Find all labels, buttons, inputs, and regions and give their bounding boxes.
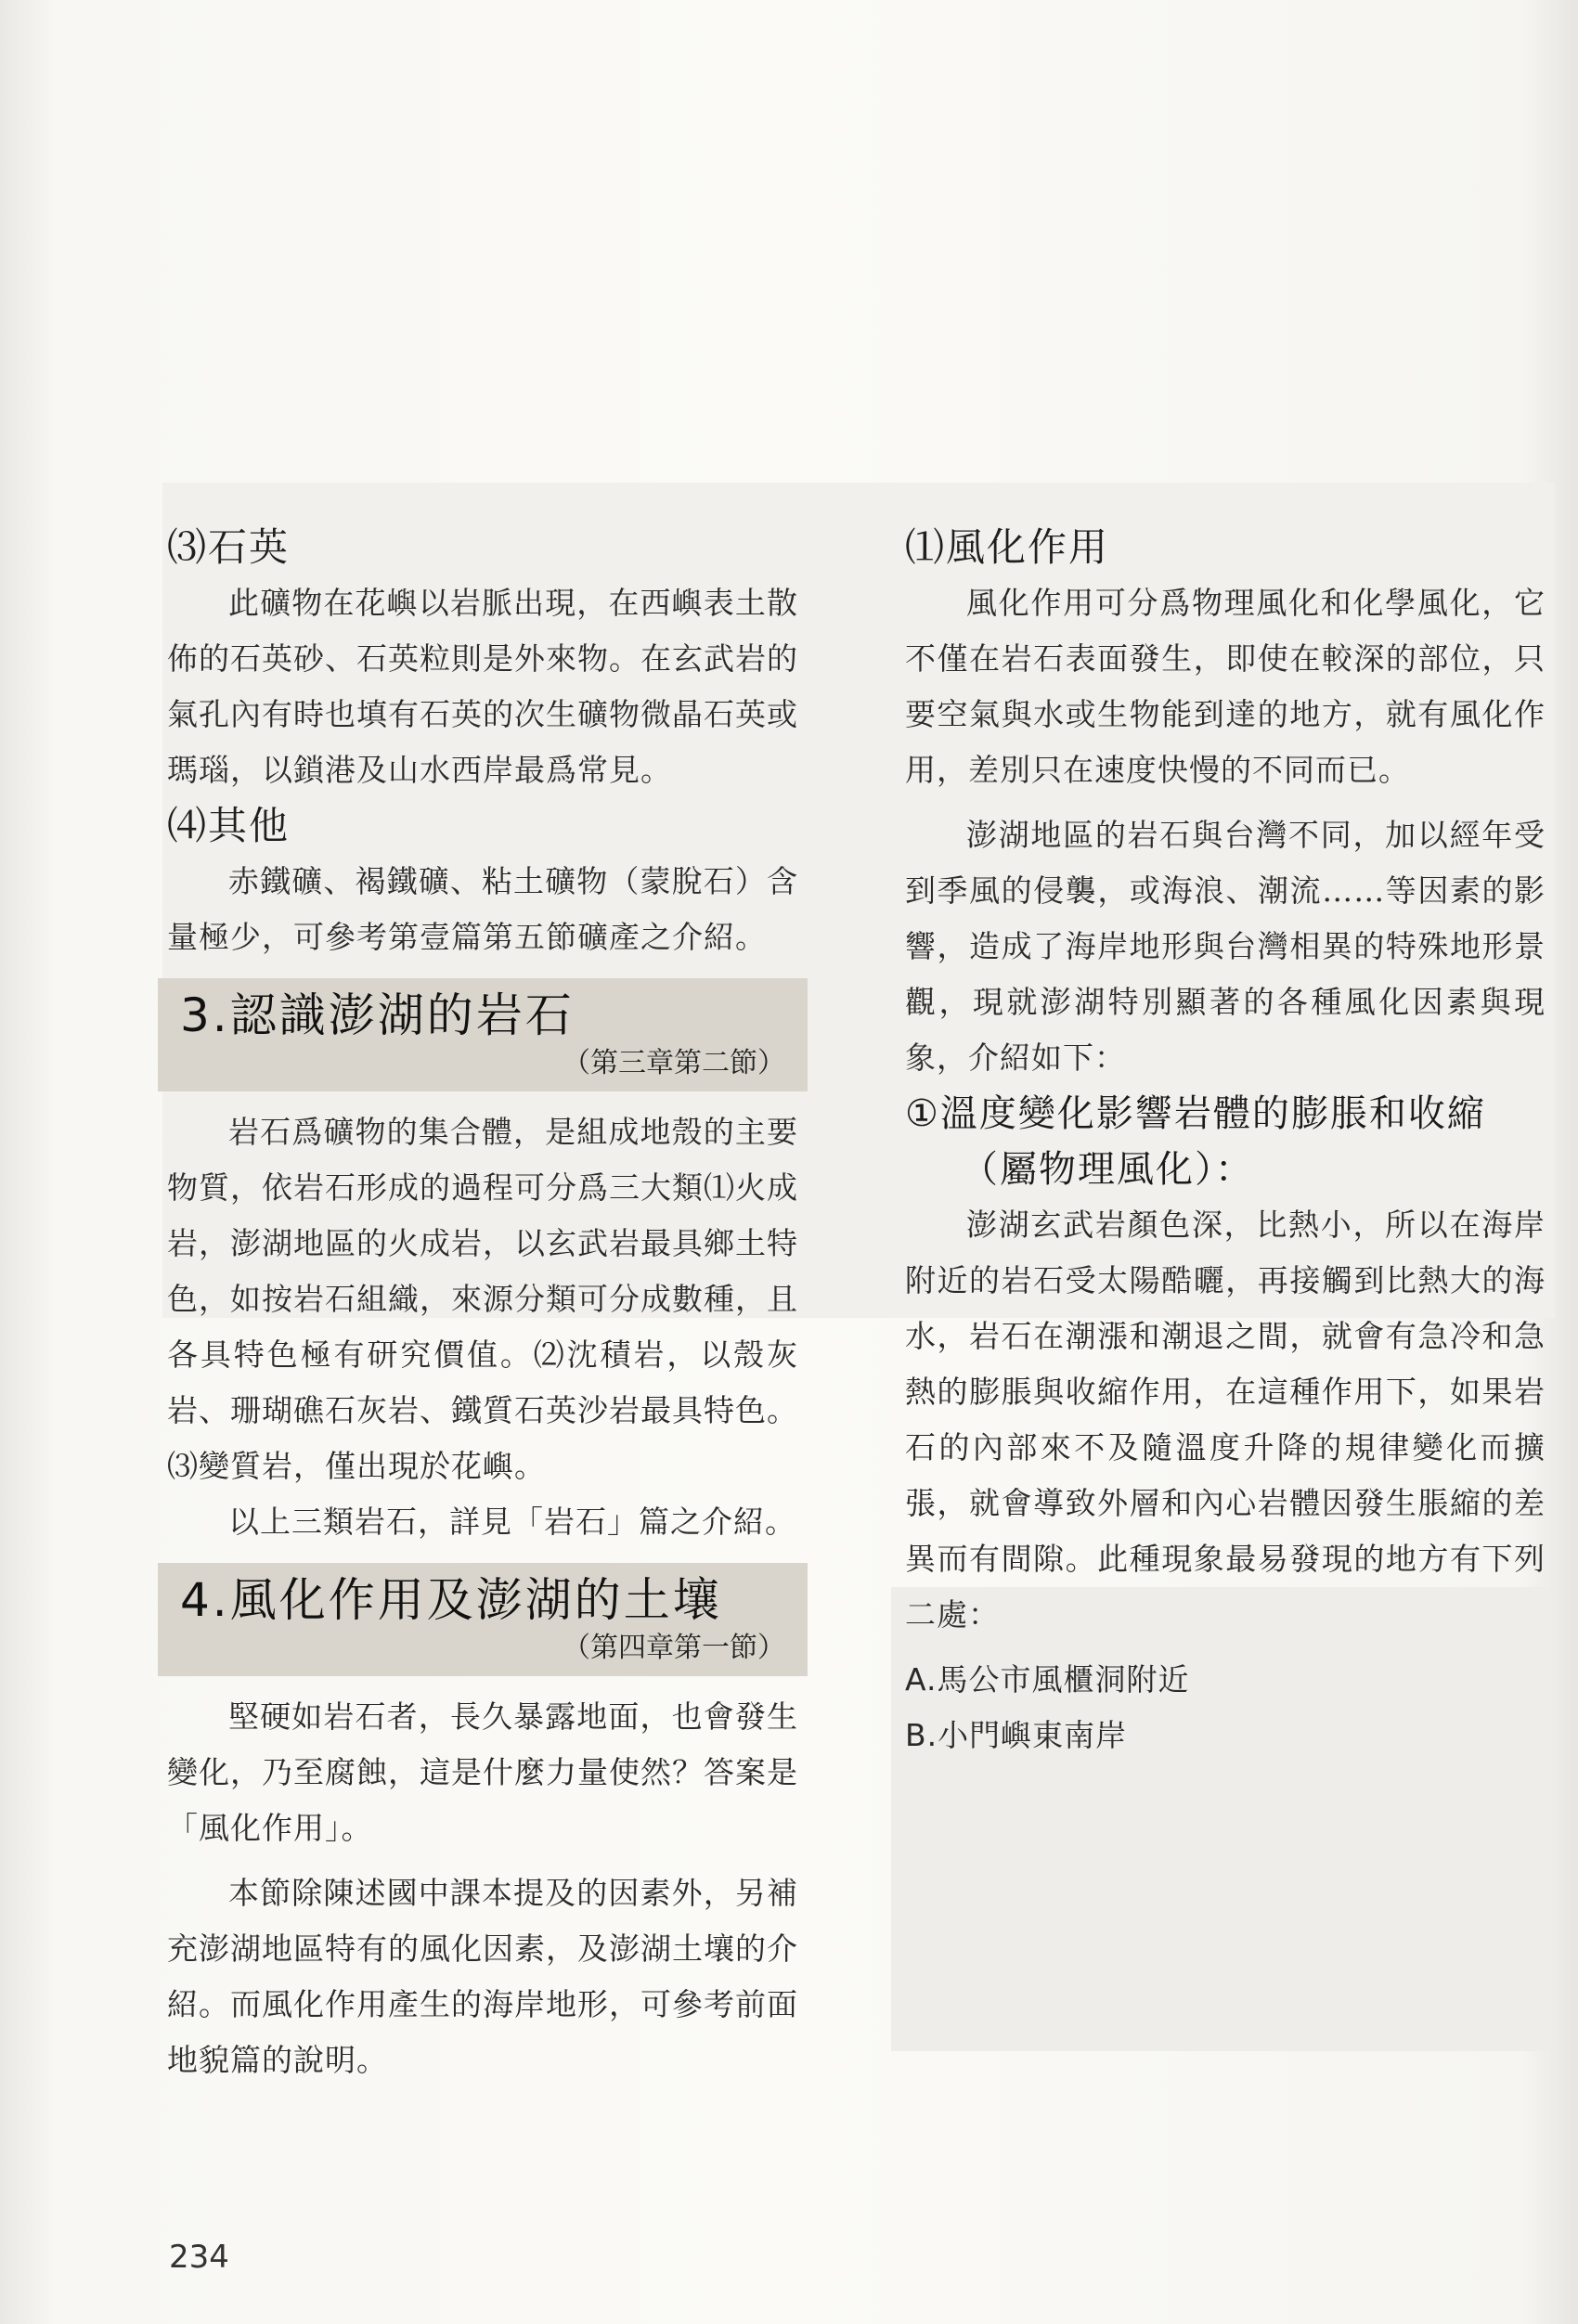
subsection-heading-quartz: ⑶石英 bbox=[167, 524, 291, 570]
others-paragraph: 赤鐵礦、褐鐵礦、粘土礦物（蒙脫石）含量極少，可參考第壹篇第五節礦產之介紹。 bbox=[167, 863, 798, 955]
section-header-weathering-soil bbox=[158, 1563, 808, 1676]
rocks-note-paragraph: 以上三類岩石，詳見「岩石」篇之介紹。 bbox=[228, 1504, 796, 1540]
section-reference: （第四章第一節） bbox=[563, 1632, 785, 1664]
numbered-heading-continuation: （屬物理風化）： bbox=[961, 1148, 1254, 1191]
numbered-heading-line: ①溫度變化影響岩體的膨脹和收縮 bbox=[905, 1092, 1486, 1135]
subsection-heading-weathering: ⑴風化作用 bbox=[905, 524, 1110, 570]
quartz-paragraph: 此礦物在花嶼以岩脈出現，在西嶼表土散佈的石英砂、石英粒則是外來物。在玄武岩的氣孔內有時也填有石英的次生礦物微晶石英或瑪瑙，以鎖港及山水西岸最爲常見。 bbox=[167, 585, 798, 788]
numbered-heading-temperature bbox=[905, 1086, 1546, 1197]
section-scope-paragraph: 本節除陳述國中課本提及的因素外，另補充澎湖地區特有的風化因素，及澎湖土壤的介紹。而風化作用產生的海岸地形，可參考前面地貌篇的說明。 bbox=[167, 1875, 798, 2078]
section-reference: （第三章第二節） bbox=[563, 1047, 785, 1079]
location-item-a: A.馬公市風櫃洞附近 bbox=[905, 1661, 1190, 1698]
left-column bbox=[167, 520, 798, 2088]
weathering-paragraph: 風化作用可分爲物理風化和化學風化，它不僅在岩石表面發生，即使在較深的部位，只要空氣與水或生物能到達的地方，就有風化作用，差別只在速度快慢的不同而已。 bbox=[905, 585, 1546, 788]
weathering-intro-paragraph: 堅硬如岩石者，長久暴露地面，也會發生變化，乃至腐蝕，這是什麼力量使然？答案是「風化作用」。 bbox=[167, 1698, 798, 1846]
location-item-b: B.小門嶼東南岸 bbox=[905, 1717, 1128, 1753]
penghu-paragraph: 澎湖地區的岩石與台灣不同，加以經年受到季風的侵襲，或海浪、潮流……等因素的影響，造成了海岸地形與台灣相異的特殊地形景觀，現就澎湖特別顯著的各種風化因素與現象，介紹如下： bbox=[905, 817, 1546, 1076]
page-number: 234 bbox=[169, 2239, 229, 2276]
section-title: 3.認識澎湖的岩石 bbox=[180, 988, 575, 1042]
section-header-rocks bbox=[158, 978, 808, 1091]
rocks-paragraph: 岩石爲礦物的集合體，是組成地殼的主要物質，依岩石形成的過程可分爲三大類⑴火成岩，澎湖地區的火成岩，以玄武岩最具鄉土特色，如按岩石組織，來源分類可分成數種，且各具特色極有研究價值。⑵沈積岩，以殼灰岩、珊瑚礁石灰岩、鐵質石英沙岩最具特色。⑶變質岩，僅出現於花嶼。 bbox=[167, 1114, 798, 1484]
temperature-paragraph: 澎湖玄武岩顏色深，比熱小，所以在海岸附近的岩石受太陽酷曬，再接觸到比熱大的海水，岩石在潮漲和潮退之間，就會有急冷和急熱的膨脹與收縮作用，在這種作用下，如果岩石的內部來不及隨溫度升降的規律變化而擴張，就會導致外層和內心岩體因發生脹縮的差異而有間隙。此種現象最易發現的地方有下列二處： bbox=[905, 1207, 1546, 1633]
right-column bbox=[905, 520, 1546, 1763]
section-title: 4.風化作用及澎湖的土壤 bbox=[180, 1573, 722, 1627]
subsection-heading-others: ⑷其他 bbox=[167, 803, 291, 848]
